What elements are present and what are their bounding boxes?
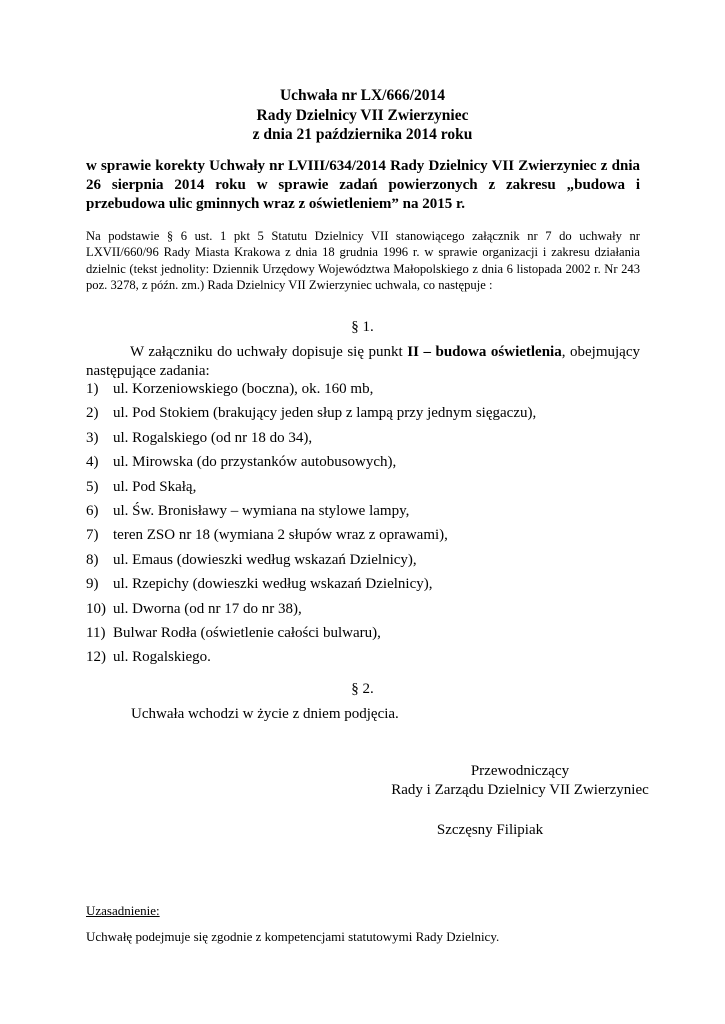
list-item	[86, 575, 536, 599]
list-item-number: 3)	[86, 429, 99, 446]
list-item-number: 4)	[86, 454, 99, 471]
list-item	[86, 600, 536, 624]
list-item-text: ul. Korzeniowskiego (boczna), ok. 160 mb,	[113, 381, 374, 397]
section-1-heading: § 1.	[351, 319, 374, 335]
list-item-text: ul. Pod Stokiem (brakujący jeden słup z lampą przy jednym sięgaczu),	[113, 405, 537, 422]
list-item-text: Bulwar Rodła (oświetlenie całości bulwaru),	[113, 624, 381, 641]
list-item-number: 7)	[86, 527, 99, 544]
list-item-text: ul. Pod Skałą,	[113, 478, 197, 495]
resolution-header	[0, 86, 725, 145]
list-item-number: 12)	[86, 649, 106, 666]
task-list	[86, 380, 536, 673]
justification-text: Uchwałę podejmuje się zgodnie z kompetencjami statutowymi Rady Dzielnicy.	[86, 929, 500, 944]
list-item	[86, 429, 536, 453]
list-item-number: 9)	[86, 576, 99, 593]
intro-text-after: , obejmujący następujące zadania:	[86, 344, 640, 379]
list-item	[86, 526, 536, 550]
list-item-number: 11)	[86, 624, 106, 641]
section-2-text: Uchwała wchodzi w życie z dniem podjęcia.	[131, 706, 399, 722]
resolution-number: Uchwała nr LX/666/2014	[279, 87, 446, 104]
list-item	[86, 648, 536, 672]
list-item	[86, 502, 536, 526]
list-item-number: 8)	[86, 551, 99, 568]
signature-title: Przewodniczący	[470, 763, 570, 779]
legal-basis: Na podstawie § 6 ust. 1 pkt 5 Statutu Dzielnicy VII stanowiącego załącznik nr 7 do uchwały nr LXVII/660/96 Rady Miasta Krakowa z dnia 18 grudnia 1996 r. w sprawie organizacji i zakresu działania dzielnic (tekst jednolity: Dziennik Urzędowy Województwa Małopolskiego z dnia 6 listopada 2002 r. Nr 243 poz. 3278, z późn. zm.) Rada Dzielnicy VII Zwierzyniec uchwala, co następuje :	[86, 229, 640, 293]
justification-heading: Uzasadnienie:	[86, 903, 160, 918]
list-item-text: ul. Emaus (dowieszki według wskazań Dzielnicy),	[113, 551, 417, 568]
resolution-date: z dnia 21 października 2014 roku	[252, 126, 473, 143]
list-item	[86, 624, 536, 648]
list-item-number: 1)	[86, 381, 99, 397]
list-item-text: ul. Św. Bronisławy – wymiana na stylowe lampy,	[113, 502, 410, 519]
resolution-issuer: Rady Dzielnicy VII Zwierzyniec	[256, 106, 469, 124]
list-item-number: 5)	[86, 478, 99, 495]
list-item-text: ul. Dworna (od nr 17 do nr 38),	[113, 600, 302, 617]
section-2-heading: § 2.	[351, 681, 374, 697]
list-item-text: ul. Rogalskiego.	[113, 649, 211, 666]
list-item	[86, 551, 536, 575]
signature-block	[330, 762, 710, 800]
signature-body: Rady i Zarządu Dzielnicy VII Zwierzyniec	[391, 782, 649, 798]
list-item-number: 6)	[86, 502, 99, 519]
signatory-name: Szczęsny Filipiak	[436, 822, 544, 838]
list-item-number: 10)	[86, 600, 106, 617]
list-item	[86, 380, 536, 404]
list-item	[86, 404, 536, 428]
list-item-text: ul. Rzepichy (dowieszki według wskazań Dzielnicy),	[113, 576, 433, 593]
list-item	[86, 478, 536, 502]
intro-bold-text: II – budowa oświetlenia	[407, 344, 562, 360]
resolution-subject: w sprawie korekty Uchwały nr LVIII/634/2014 Rady Dzielnicy VII Zwierzyniec z dnia 26 sierpnia 2014 roku w sprawie zadań powierzonych z zakresu „budowa i przebudowa ulic gminnych wraz z oświetleniem” na 2015 r.	[86, 158, 640, 212]
list-item	[86, 453, 536, 477]
list-item-text: ul. Rogalskiego (od nr 18 do 34),	[113, 429, 313, 446]
list-item-text: ul. Mirowska (do przystanków autobusowych),	[113, 454, 397, 471]
list-item-number: 2)	[86, 405, 99, 422]
intro-text-before: W załączniku do uchwały dopisuje się punkt	[130, 344, 408, 360]
section-1-intro	[86, 343, 640, 381]
list-item-text: teren ZSO nr 18 (wymiana 2 słupów wraz z oprawami),	[113, 527, 448, 544]
